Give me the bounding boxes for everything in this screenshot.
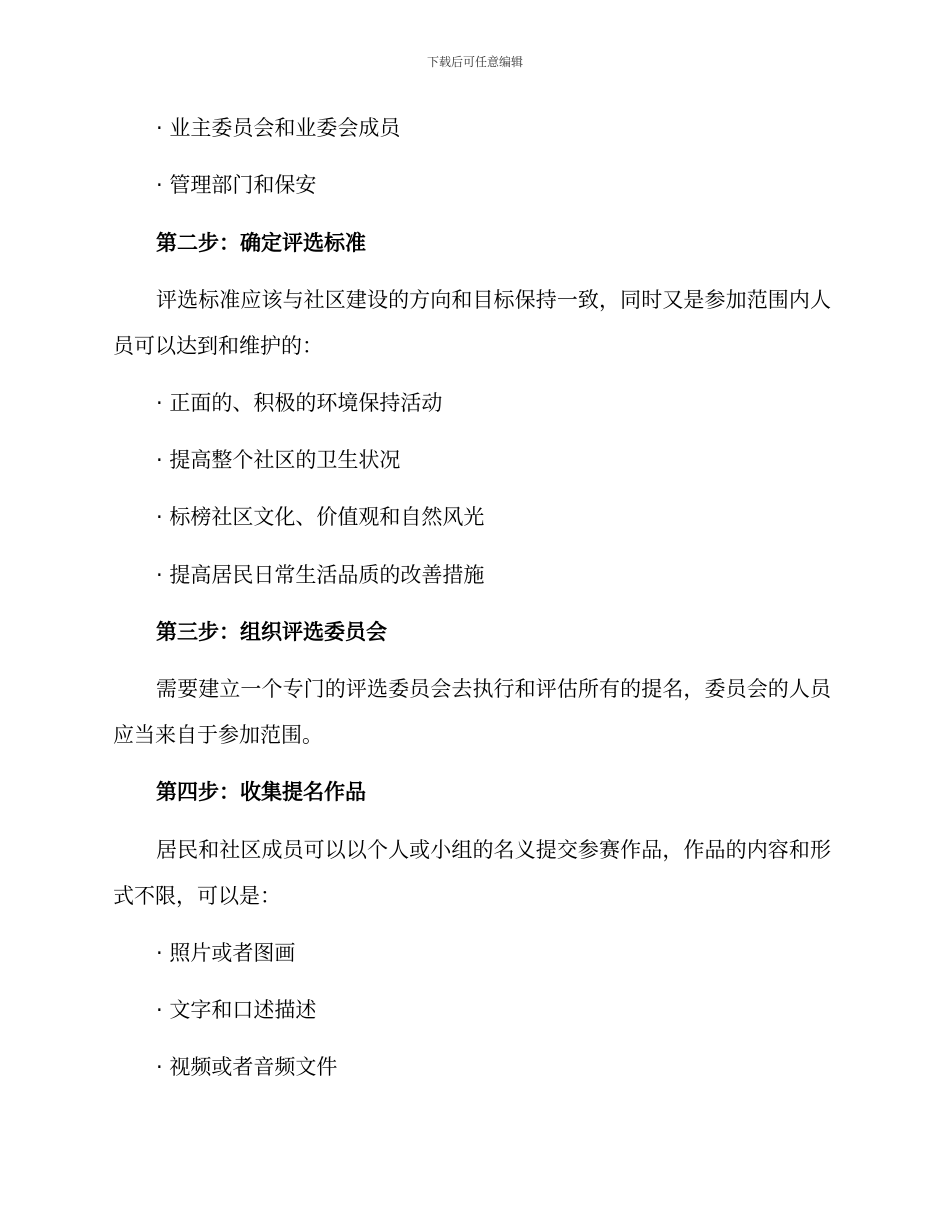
page-header: 下载后可任意编辑 [426,55,523,69]
list-item: · 照片或者图画 [156,940,296,965]
section-heading: 第三步：组织评选委员会 [156,620,387,645]
list-item: · 管理部门和保安 [156,173,317,198]
list-item: · 标榜社区文化、价值观和自然风光 [156,505,485,530]
list-item: · 文字和口述描述 [156,997,317,1022]
section-heading: 第二步：确定评选标准 [156,230,366,255]
paragraph: 居民和社区成员可以以个人或小组的名义提交参赛作品，作品的内容和形式不限，可以是： [113,837,831,908]
list-item: · 业主委员会和业委会成员 [156,116,401,140]
paragraph: 需要建立一个专门的评选委员会去执行和评估所有的提名，委员会的人员应当来自于参加范围。 [113,677,831,748]
list-item: · 提高整个社区的卫生状况 [156,448,401,473]
document-body [113,100,831,1097]
list-item: · 提高居民日常生活品质的改善措施 [156,562,485,587]
section-heading: 第四步：收集提名作品 [156,780,366,805]
paragraph: 评选标准应该与社区建设的方向和目标保持一致，同时又是参加范围内人员可以达到和维护的： [113,287,831,358]
list-item: · 正面的、积极的环境保持活动 [156,390,443,415]
list-item: · 视频或者音频文件 [156,1055,338,1080]
